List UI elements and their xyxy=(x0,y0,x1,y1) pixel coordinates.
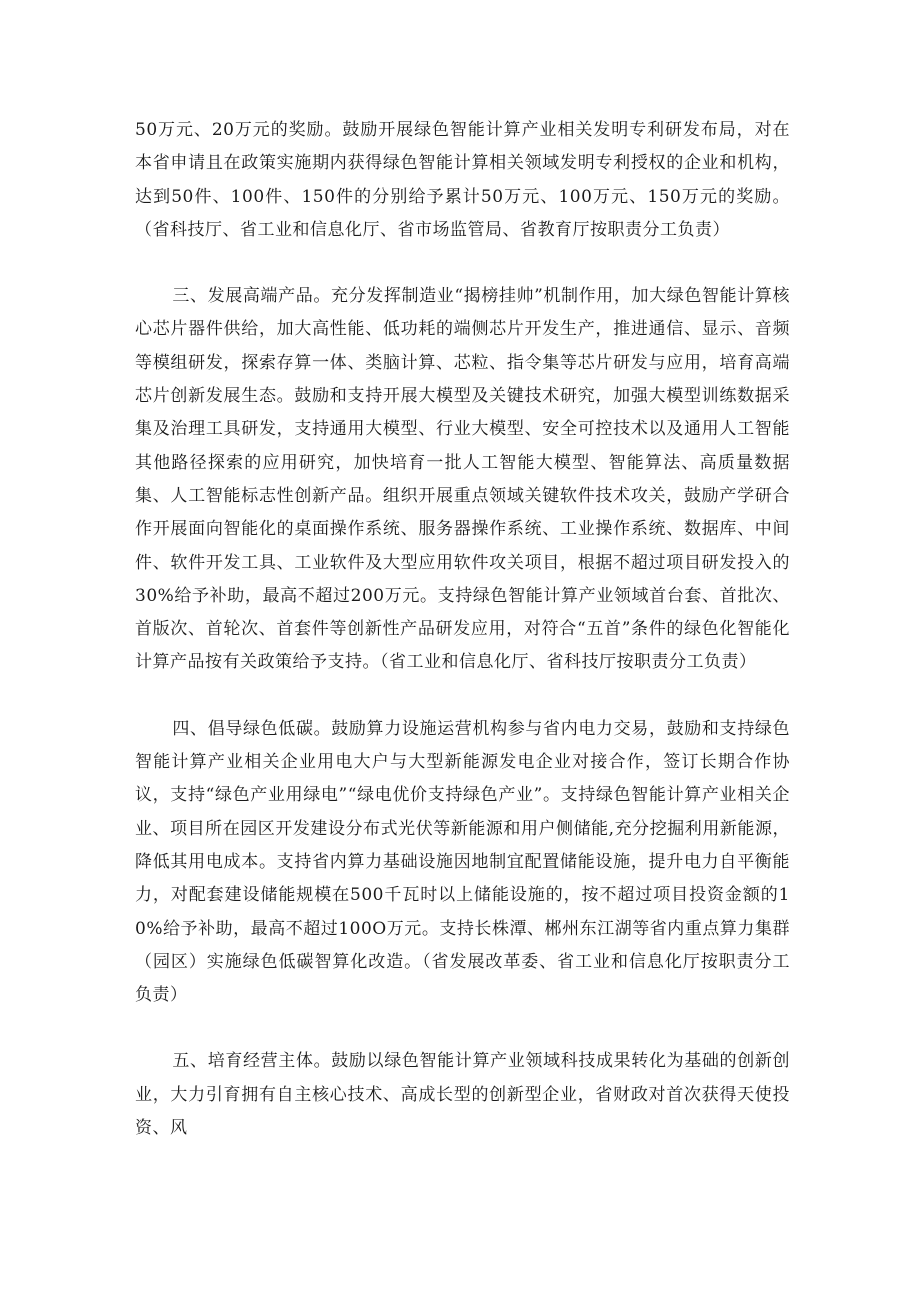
paragraph-gap xyxy=(135,1012,790,1045)
paragraph-gap xyxy=(135,680,790,713)
paragraph-section-4: 四、倡导绿色低碳。鼓励算力设施运营机构参与省内电力交易，鼓励和支持绿色智能计算产业相关企业用电大户与大型新能源发电企业对接合作，签订长期合作协议，支持“绿色产业用绿电”“绿电优价支持绿色产业”。支持绿色智能计算产业相关企业、项目所在园区开发建设分布式光伏等新能源和用户侧储能,充分挖掘利用新能源，降低其用电成本。支持省内算力基础设施因地制宜配置储能设施，提升电力自平衡能力，对配套建设储能规模在500千瓦时以上储能设施的，按不超过项目投资金额的10%给予补助，最高不超过100O万元。支持长株潭、郴州东江湖等省内重点算力集群（园区）实施绿色低碳智算化改造。（省发展改革委、省工业和信息化厅按职责分工负责） xyxy=(135,718,790,1006)
document-body xyxy=(135,114,790,1145)
paragraph-gap xyxy=(135,247,790,280)
paragraph-section-5: 五、培育经营主体。鼓励以绿色智能计算产业领域科技成果转化为基础的创新创业，大力引育拥有自主核心技术、高成长型的创新型企业，省财政对首次获得天使投资、风 xyxy=(135,1051,790,1139)
paragraph-continuation: 50万元、20万元的奖励。鼓励开展绿色智能计算产业相关发明专利研发布局，对在本省申请且在政策实施期内获得绿色智能计算相关领域发明专利授权的企业和机构，达到50件、100件、150件的分别给予累计50万元、100万元、150万元的奖励。（省科技厅、省工业和信息化厅、省市场监管局、省教育厅按职责分工负责） xyxy=(135,120,790,240)
paragraph-section-3: 三、发展高端产品。充分发挥制造业“揭榜挂帅”机制作用，加大绿色智能计算核心芯片器件供给，加大高性能、低功耗的端侧芯片开发生产，推进通信、显示、音频等模组研发，探索存算一体、类脑计算、芯粒、指令集等芯片研发与应用，培育高端芯片创新发展生态。鼓励和支持开展大模型及关键技术研究，加强大模型训练数据采集及治理工具研发，支持通用大模型、行业大模型、安全可控技术以及通用人工智能其他路径探索的应用研究，加快培育一批人工智能大模型、智能算法、高质量数据集、人工智能标志性创新产品。组织开展重点领域关键软件技术攻关，鼓励产学研合作开展面向智能化的桌面操作系统、服务器操作系统、工业操作系统、数据库、中间件、软件开发工具、工业软件及大型应用软件攻关项目，根据不超过项目研发投入的30%给予补助，最高不超过200万元。支持绿色智能计算产业领域首台套、首批次、首版次、首轮次、首套件等创新性产品研发应用，对符合“五首”条件的绿色化智能化计算产品按有关政策给予支持。（省工业和信息化厅、省科技厅按职责分工负责） xyxy=(135,286,790,673)
